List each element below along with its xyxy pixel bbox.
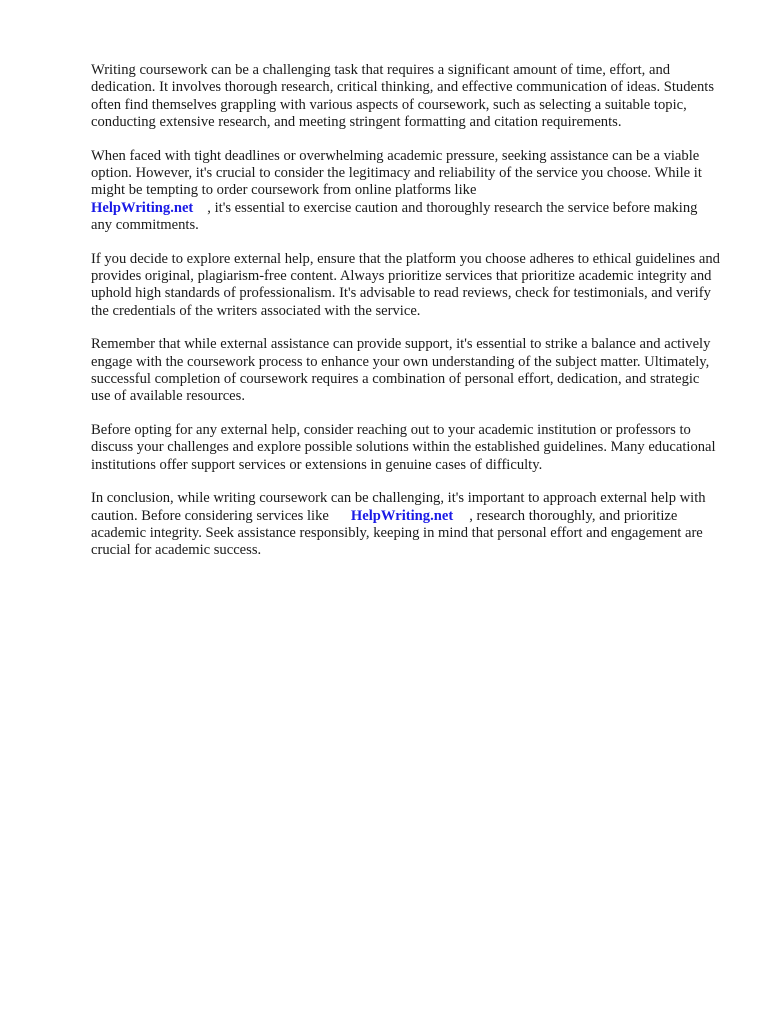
paragraph-text: Writing coursework can be a challenging task that requires a significant amount of time, effort, and dedication. It involves thorough research, critical thinking, and effective communication of ideas. Students often find themselves grappling with various aspects of coursework, such as selecting a suitable topic, conducting extensive research, and meeting stringent formatting and citation requirements. — [91, 62, 715, 130]
paragraph-text: Before opting for any external help, consider reaching out to your academic institution or professors to discuss your challenges and explore possible solutions within the established guidelines. Many educational institutions offer support services or extensions in genuine cases of difficulty. — [91, 422, 716, 473]
paragraph-text: If you decide to explore external help, ensure that the platform you choose adheres to ethical guidelines and provides original, plagiarism-free content. Always prioritize services that prioritize academic integrity and uphold high standards of professionalism. It's advisable to read reviews, check for testimonials, and verify the credentials of the writers associated with the service. — [91, 250, 720, 319]
paragraph-assistance — [91, 148, 721, 234]
paragraph-text: Remember that while external assistance can provide support, it's essential to strike a balance and actively engage with the coursework process to enhance your own understanding of the subject matter. Ultimately, successful completion of coursework requires a combination of personal effort, dedication, and strategic use of available resources. — [91, 336, 711, 405]
paragraph-text-before-link: When faced with tight deadlines or overwhelming academic pressure, seeking assistance can be a viable option. However, it's crucial to consider the legitimacy and reliability of the service you choose. While it might be tempting to order coursework from online platforms like — [91, 147, 702, 199]
document-body — [91, 62, 721, 576]
paragraph-text-after-link: , it's essential to exercise caution and thoroughly research the service before making any commitments. — [91, 199, 698, 233]
helpwriting-link[interactable]: HelpWriting.net — [91, 199, 194, 216]
paragraph-intro — [91, 62, 721, 131]
paragraph-text-before-link: In conclusion, while writing coursework can be challenging, it's important to approach external help with caution. Before considering services like — [91, 490, 706, 524]
paragraph-institution — [91, 422, 721, 474]
paragraph-text-after-link: , research thoroughly, and prioritize academic integrity. Seek assistance responsibly, keeping in mind that personal effort and engagement are crucial for academic success. — [91, 507, 703, 559]
paragraph-conclusion — [91, 490, 721, 559]
helpwriting-link[interactable]: HelpWriting.net — [350, 507, 454, 524]
paragraph-ethics — [91, 251, 721, 320]
paragraph-balance — [91, 336, 721, 405]
